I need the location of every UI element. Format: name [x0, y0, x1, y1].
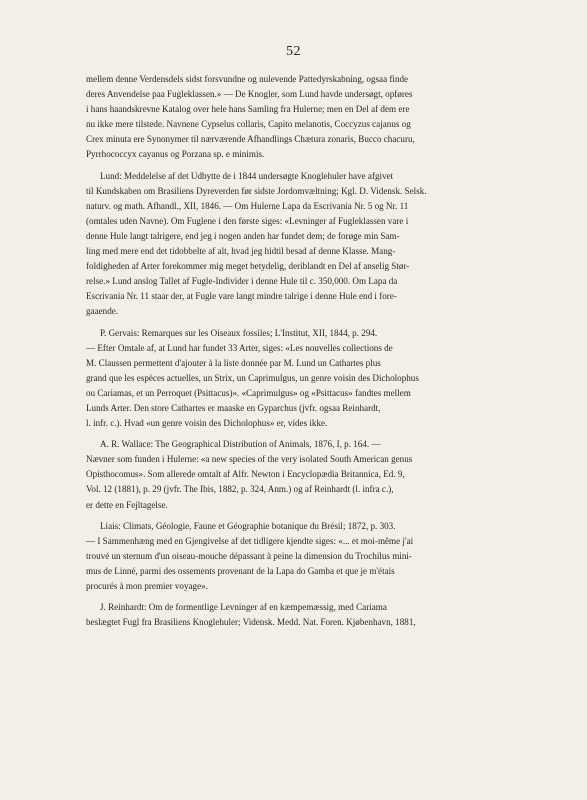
- text-line: trouvé un sternum d'un oiseau-mouche dépassant à peine la dimension du Trochilus mini-: [86, 550, 412, 561]
- text-line: M. Claussen permettent d'ajouter à la liste donnée par M. Lund un Cathartes plus: [86, 357, 381, 368]
- text-line: Pyrrhococcyx cayanus og Porzana sp. e minimis.: [86, 149, 265, 160]
- page-number: 52: [286, 44, 301, 59]
- text-line: nu ikke mere tilstede. Navnene Cypselus collaris, Capito melanotis, Coccyzus cajanus og: [86, 119, 411, 130]
- text-line: grand que les espèces actuelles, un Strix, un Caprimulgus, un genre voisin des Dicholophus: [86, 372, 419, 383]
- text-line: ling med mere end det tidobbelte af alt, hvad jeg hidtil besad af denne Klasse. Mang-: [86, 246, 396, 257]
- text-line: — I Sammenhæng med en Gjengivelse af det tidligere kjendte siges: «... et moi-même j'ai: [86, 535, 414, 546]
- text-line: Crex minuta ere Synonymer til nærværende Afhandlings Chætura zonaris, Bucco chacuru,: [86, 134, 415, 145]
- text-line: (omtales uden Navne). Om Fuglene i den første siges: «Levninger af Fugleklassen vare i: [86, 215, 409, 226]
- text-line: Vol. 12 (1881), p. 29 (jvfr. The Ibis, 1882, p. 324, Anm.) og af Reinhardt (l. infra c.),: [86, 484, 394, 495]
- text-line: ou Cariamas, et un Perroquet (Psittacus)». «Caprimulgus» og «Psittacus» fandtes mellem: [86, 387, 411, 398]
- text-line: Lunds Arter. Den store Cathartes er maaske en Gyparchus (jvfr. ogsaa Reinhardt,: [86, 402, 381, 413]
- paragraph-4: [86, 437, 518, 512]
- text-line: A. R. Wallace: The Geographical Distribution of Animals, 1876, I, p. 164. —: [100, 439, 381, 450]
- text-line: J. Reinhardt: Om de formentlige Levninger af en kæmpemæssig, med Cariama: [100, 602, 387, 613]
- paragraph-5: [86, 519, 518, 594]
- text-line: relse.» Lund anslog Tallet af Fugle-Individer i denne Hule til c. 350,000. Om Lapa da: [86, 276, 398, 287]
- text-line: naturv. og math. Afhandl., XII, 1846. — Om Hulerne Lapa da Escrivania Nr. 5 og Nr. 11: [86, 200, 409, 211]
- paragraph-1: [86, 72, 518, 163]
- text-line: Nævner som funden i Hulerne: «a new species of the very isolated South American genus: [86, 454, 413, 465]
- paragraph-2: [86, 169, 518, 320]
- text-line: mellem denne Verdensdels sidst forsvundne og nulevende Pattedyrskabning, ogsaa finde: [86, 74, 409, 84]
- paragraph-6: [86, 600, 518, 630]
- text-line: denne Hule langt talrigere, end jeg i nogen anden har fundet dem; de forøge min Sam-: [86, 230, 400, 241]
- text-line: mus de Linné, parmi des ossements provenant de la Lapa do Gamba et que je m'étais: [86, 565, 395, 576]
- text-line: procurés à mon premier voyage».: [86, 581, 208, 591]
- paragraph-3: [86, 326, 518, 432]
- text-line: foldigheden af Arter forekommer mig meget betydelig, deriblandt en Del af anselig Stør-: [86, 261, 410, 272]
- text-line: Opisthocomus». Som allerede omtalt af Alfr. Newton i Encyclopædia Britannica, Ed. 9,: [86, 469, 405, 480]
- text-line: — Efter Omtale af, at Lund har fundet 33 Arter, siges: «Les nouvelles collections de: [86, 342, 393, 353]
- text-line: i hans haandskrevne Katalog over hele hans Samling fra Hulerne; men en Del af dem ere: [86, 104, 410, 115]
- text-line: Escrivania Nr. 11 staar der, at Fugle vare langt mindre talrige i denne Hule end i fore-: [86, 291, 397, 302]
- text-line: l. infr. c.). Hvad «un genre voisin des Dicholophus» er, vides ikke.: [86, 418, 328, 429]
- text-line: Liais: Climats, Géologie, Faune et Géographie botanique du Brésil; 1872, p. 303.: [100, 520, 396, 531]
- text-line: deres Anvendelse paa Fugleklassen.» — De Knogler, som Lund havde undersøgt, opføres: [86, 89, 413, 100]
- body-text: [86, 72, 518, 636]
- text-line: til Kundskaben om Brasiliens Dyreverden før sidste Jordomvæltning; Kgl. D. Vidensk. Selsk.: [86, 185, 427, 196]
- text-line: er dette en Fejltagelse.: [86, 499, 168, 510]
- text-line: Lund: Meddelelse af det Udbytte de i 1844 undersøgte Knoglehuler have afgivet: [100, 170, 394, 181]
- text-line: beslægtet Fugl fra Brasiliens Knoglehuler; Vidensk. Medd. Nat. Foren. Kjøbenhavn, 1881,: [86, 617, 416, 628]
- text-line: gaaende.: [86, 306, 119, 317]
- text-line: P. Gervais: Remarques sur les Oiseaux fossiles; L'Institut, XII, 1844, p. 294.: [100, 327, 378, 338]
